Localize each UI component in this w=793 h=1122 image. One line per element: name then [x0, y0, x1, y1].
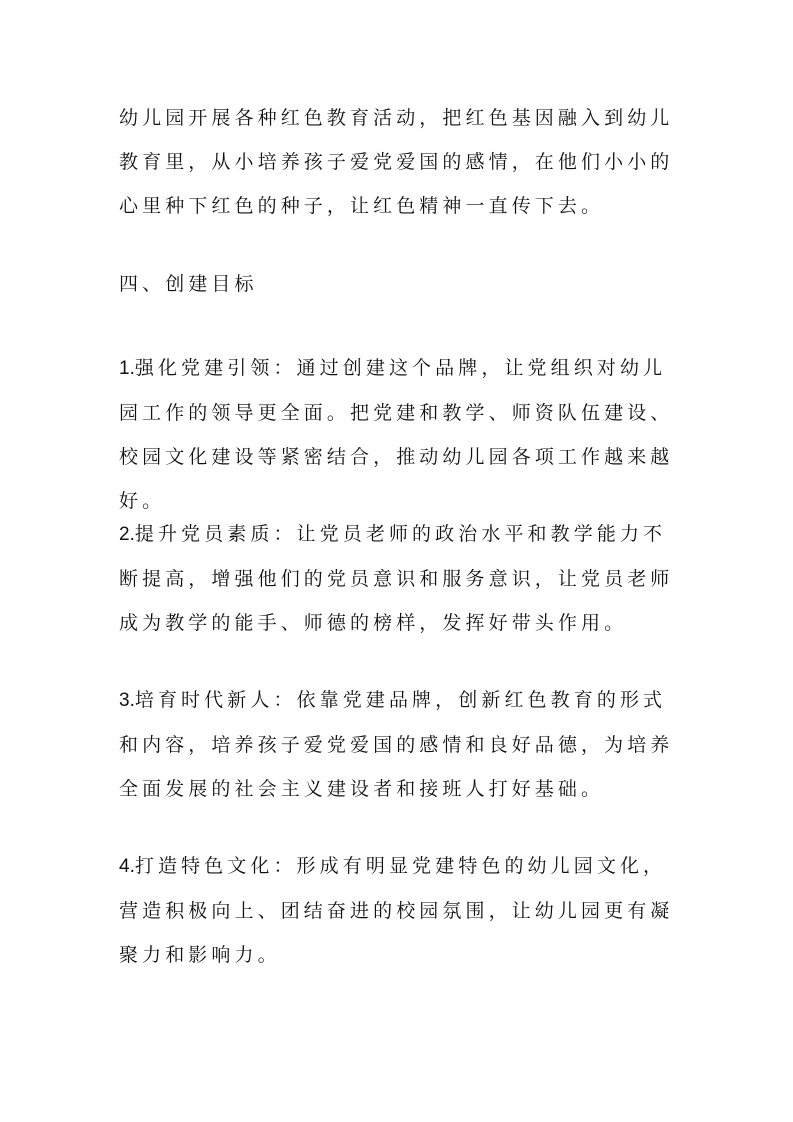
goal-item-3: [119, 678, 679, 811]
goal-item-4: [119, 844, 679, 977]
section-heading: 四、创建目标: [119, 273, 258, 295]
goal-number: 4.: [119, 856, 135, 877]
goal-item-1: [119, 346, 679, 523]
goal-item-2: [119, 512, 679, 645]
goal-number: 2.: [119, 524, 135, 545]
intro-paragraph: 幼儿园开展各种红色教育活动，把红色基因融入到幼儿教育里，从小培养孩子爱党爱国的感情，在他们小小的心里种下红色的种子，让红色精神一直传下去。: [119, 107, 674, 217]
goal-number: 1.: [119, 358, 135, 379]
goal-text: 打造特色文化：形成有明显党建特色的幼儿园文化，营造积极向上、团结奋进的校园氛围，让幼儿园更有凝聚力和影响力。: [119, 855, 674, 966]
goal-text: 强化党建引领：通过创建这个品牌，让党组织对幼儿园工作的领导更全面。把党建和教学、师资队伍建设、校园文化建设等紧密结合，推动幼儿园各项工作越来越好。: [119, 357, 674, 512]
goal-text: 培育时代新人：依靠党建品牌，创新红色教育的形式和内容，培养孩子爱党爱国的感情和良好品德，为培养全面发展的社会主义建设者和接班人打好基础。: [119, 689, 674, 800]
goal-text: 提升党员素质：让党员老师的政治水平和教学能力不断提高，增强他们的党员意识和服务意识，让党员老师成为教学的能手、师德的榜样，发挥好带头作用。: [119, 523, 674, 634]
goal-number: 3.: [119, 690, 135, 711]
